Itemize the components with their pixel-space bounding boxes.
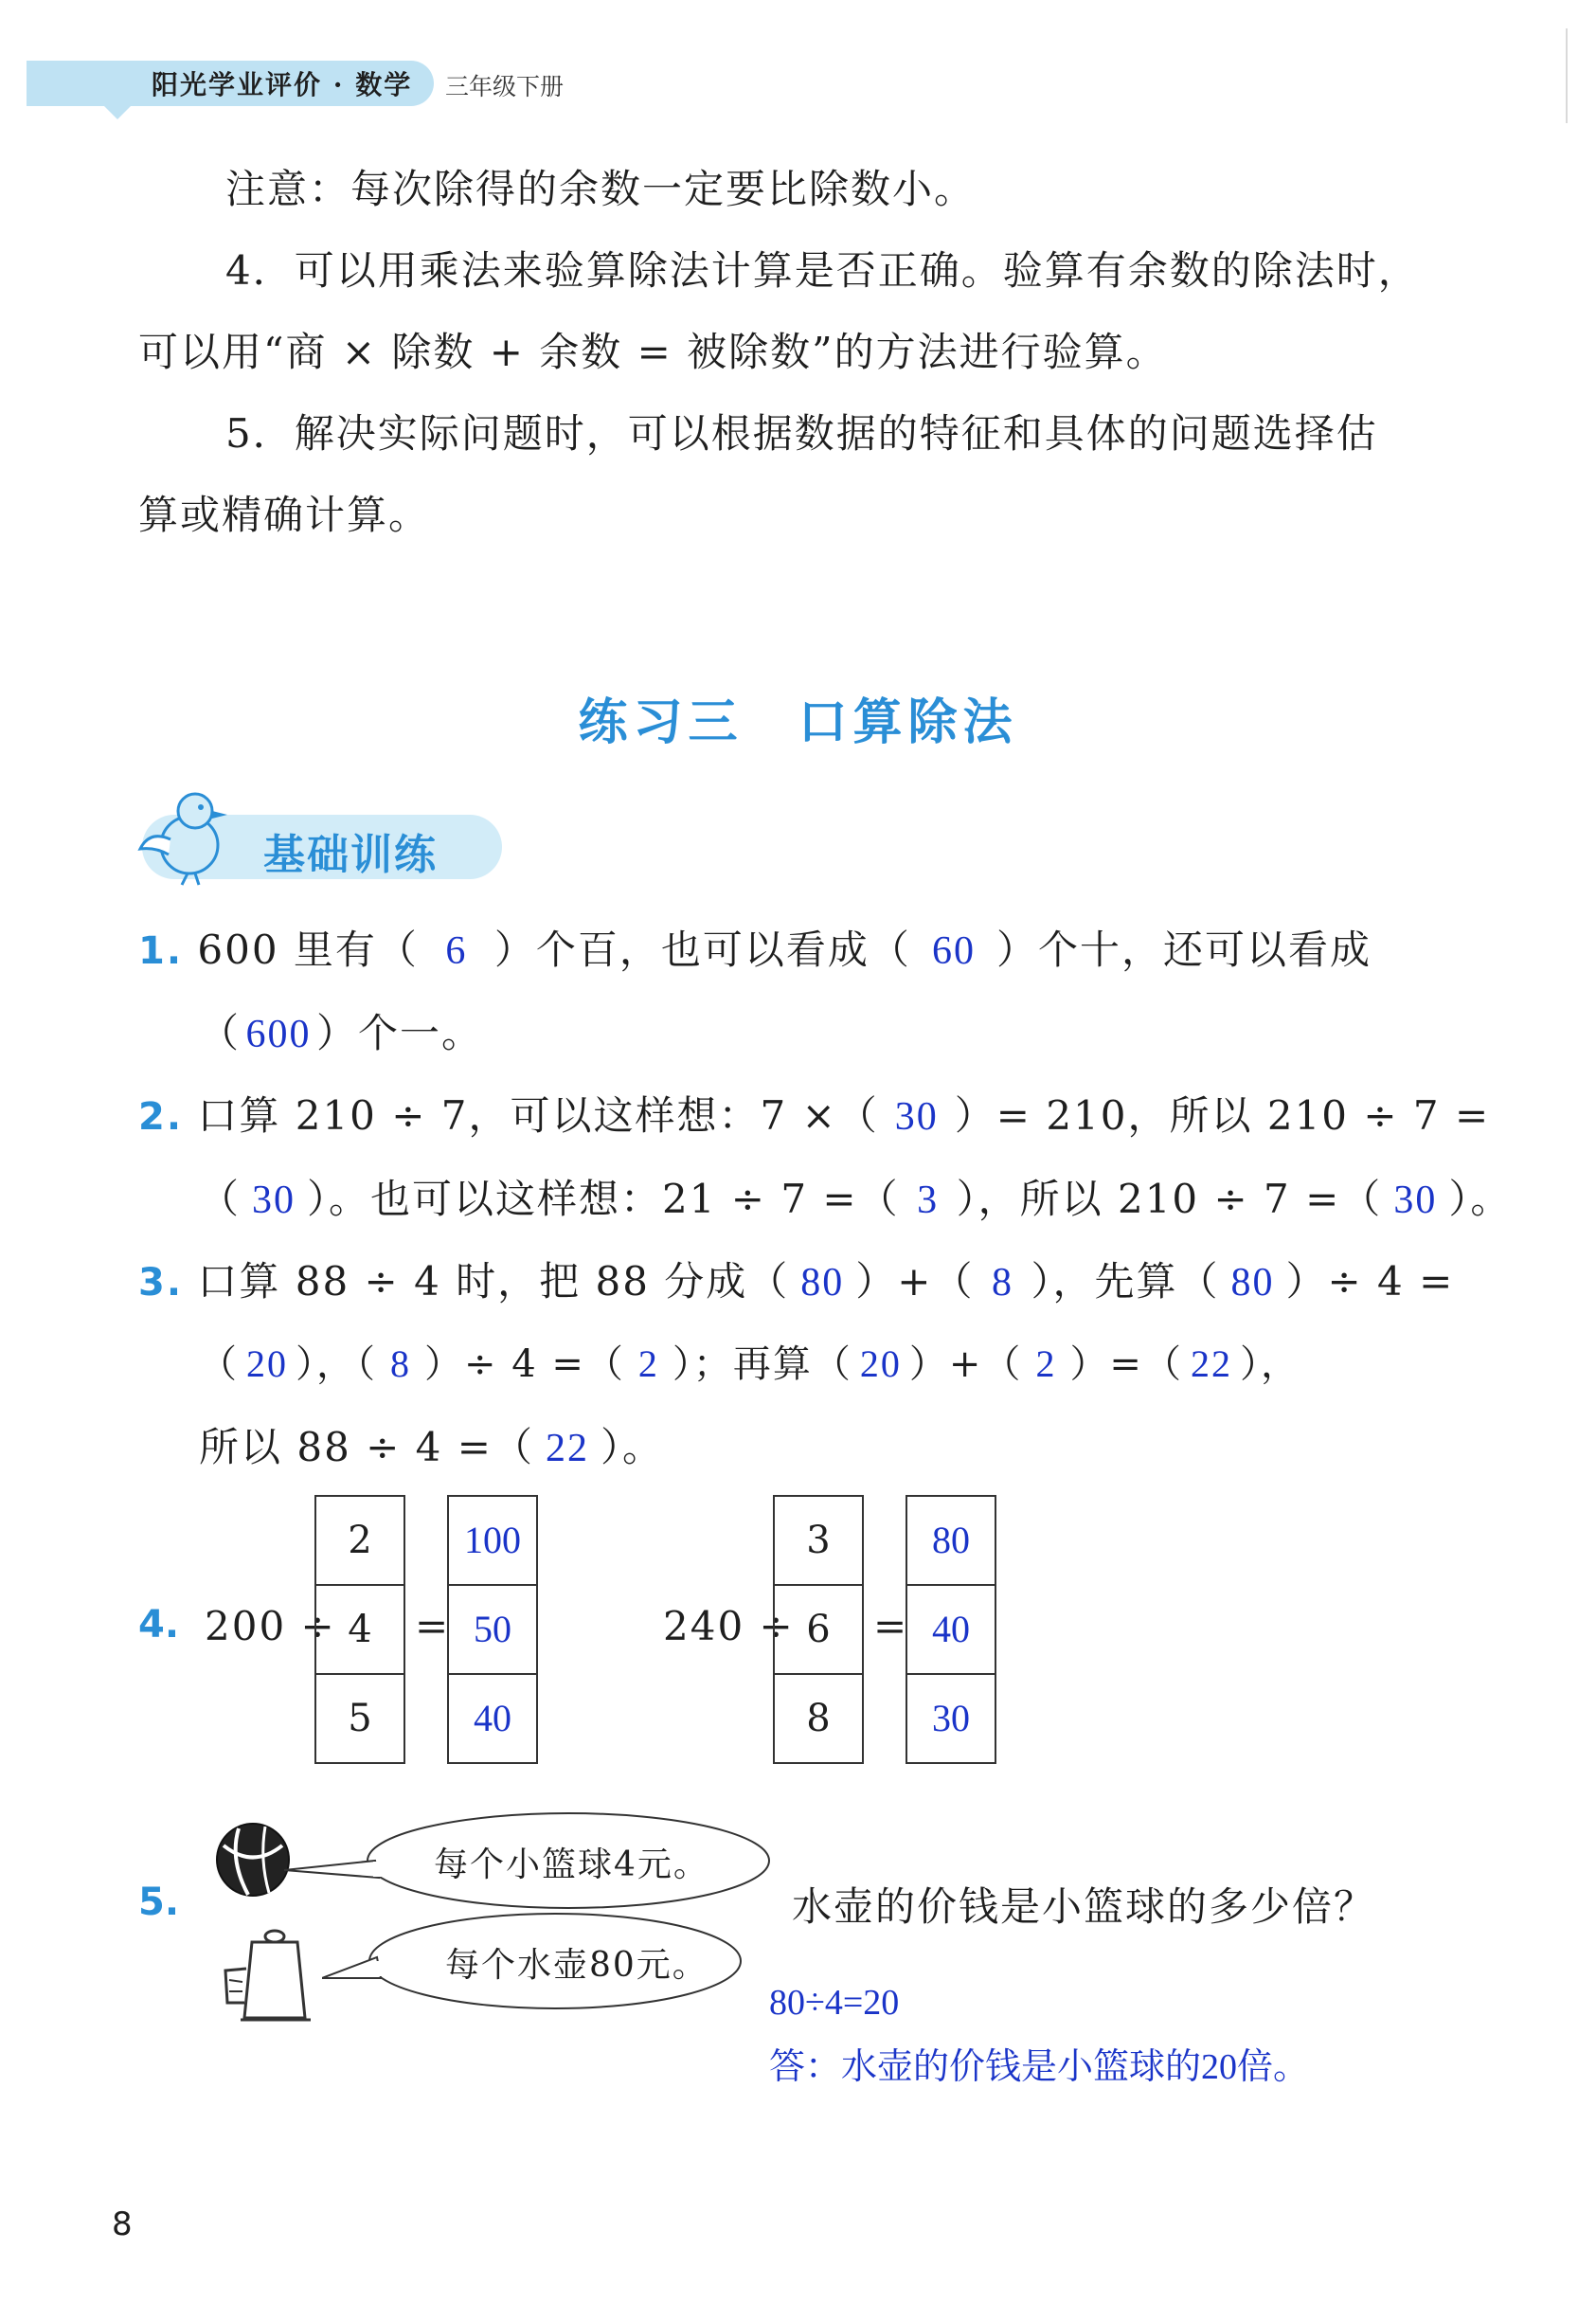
q1-text: 600 里有（ — [197, 927, 419, 973]
q4-right-equals: = — [873, 1603, 909, 1649]
q3-text: ）， — [1239, 1342, 1300, 1386]
q2-answer-2: 30 — [252, 1179, 296, 1222]
q5-number: 5. — [138, 1881, 180, 1924]
q4-right-quotient-grid — [906, 1495, 996, 1764]
q3-text: ）+（ — [855, 1258, 975, 1305]
q1-text: ）个十，还可以看成 — [995, 927, 1372, 973]
q1-answer-1: 6 — [445, 929, 468, 973]
note-line: 注意：每次除得的余数一定要比除数小。 — [225, 166, 977, 212]
q2-line2 — [199, 1168, 1512, 1225]
q2-text: （ — [199, 1176, 242, 1222]
grade-label: 三年级下册 — [445, 73, 565, 100]
q4-number: 4. — [138, 1603, 180, 1647]
q4-left-quotient-cell: 50 — [474, 1608, 511, 1650]
q4-right-divisor-cell: 6 — [806, 1608, 831, 1651]
q3-line2 — [199, 1334, 1300, 1388]
q3-text: （ — [199, 1342, 239, 1386]
q3-text: ）÷ 4 = — [1285, 1258, 1455, 1305]
q2-answer-1: 30 — [894, 1095, 939, 1139]
q4-right-divisor-cell: 3 — [806, 1519, 831, 1562]
item5-line2: 算或精确计算。 — [138, 492, 431, 538]
bird-mascot-icon — [133, 783, 246, 887]
q3-answer-4: 20 — [246, 1342, 288, 1385]
header-arrow-decoration — [104, 106, 131, 119]
q2-answer-3: 3 — [917, 1179, 940, 1222]
q2-number: 2. — [138, 1095, 184, 1139]
book-title: 阳光学业评价 · 数学 — [152, 69, 413, 100]
q3-text: ）÷ 4 =（ — [424, 1342, 625, 1386]
q3-answer-9: 22 — [1190, 1342, 1232, 1385]
q3-answer-1: 80 — [800, 1261, 845, 1305]
q2-text: ）。 — [1448, 1176, 1513, 1222]
q4-left-quotient-cell: 100 — [464, 1519, 521, 1561]
q3-answer-5: 8 — [390, 1342, 411, 1385]
q4-right-divisor-cell: 8 — [806, 1697, 831, 1740]
q2-text: ）。也可以这样想：21 ÷ 7 =（ — [307, 1176, 900, 1222]
q3-answer-8: 2 — [1035, 1342, 1057, 1385]
q2-answer-4: 30 — [1393, 1179, 1438, 1222]
kettle-icon — [220, 1923, 324, 2027]
q3-number: 3. — [138, 1261, 184, 1305]
q3-answer-6: 2 — [637, 1342, 659, 1385]
q4-right-quotient-cell: 30 — [932, 1697, 970, 1739]
q5-answer-equation: 80÷4=20 — [769, 1983, 900, 2023]
basketball-icon — [210, 1817, 296, 1902]
q1-text: ）个一。 — [316, 1010, 484, 1056]
q3-answer-7: 20 — [859, 1342, 902, 1385]
q3-answer-10: 22 — [545, 1427, 589, 1470]
q2-line1 — [138, 1085, 1490, 1142]
q3-text: ）+（ — [908, 1342, 1023, 1386]
q4-left-divisor-cell: 5 — [348, 1697, 372, 1740]
q4-right-divisor-grid — [773, 1495, 864, 1764]
q1-line2 — [199, 1002, 483, 1059]
q3-text: 口算 88 ÷ 4 时，把 88 分成（ — [197, 1258, 790, 1305]
q3-text: 所以 88 ÷ 4 =（ — [199, 1424, 534, 1470]
bubble-1-text: 每个小篮球4元。 — [434, 1845, 709, 1884]
item4-line2: 可以用“商 × 除数 + 余数 = 被除数”的方法进行验算。 — [138, 329, 1168, 375]
q3-answer-3: 80 — [1230, 1261, 1275, 1305]
page-number: 8 — [112, 2205, 133, 2243]
q3-text: ），先算（ — [1031, 1258, 1220, 1305]
q4-right-dividend: 240 ÷ — [663, 1603, 795, 1649]
q4-left-equals: = — [415, 1603, 451, 1649]
q5-answer-text: 答：水壶的价钱是小篮球的20倍。 — [769, 2047, 1310, 2087]
q1-line1 — [138, 919, 1372, 976]
q1-answer-3: 600 — [245, 1013, 312, 1056]
q2-text: 口算 210 ÷ 7，可以这样想：7 ×（ — [197, 1092, 879, 1139]
q4-right-quotient-cell: 80 — [932, 1519, 970, 1561]
q4-left-divisor-cell: 2 — [348, 1519, 372, 1562]
q1-answer-2: 60 — [931, 929, 976, 973]
q2-text: ）= 210，所以 210 ÷ 7 = — [954, 1092, 1491, 1139]
q3-answer-2: 8 — [992, 1261, 1013, 1305]
bubble-2-text: 每个水壶80元。 — [445, 1946, 708, 1985]
item5-line1: 5．解决实际问题时，可以根据数据的特征和具体的问题选择估 — [225, 410, 1378, 457]
q3-text: ）；再算（ — [672, 1342, 852, 1386]
q1-number: 1. — [138, 929, 184, 973]
q4-right-quotient-cell: 40 — [932, 1608, 970, 1650]
item4-line1: 4．可以用乘法来验算除法计算是否正确。验算有余数的除法时， — [225, 247, 1420, 294]
q4-left-dividend: 200 ÷ — [205, 1603, 336, 1649]
q3-text: ），（ — [296, 1342, 377, 1386]
q1-text: ）个百，也可以看成（ — [493, 927, 911, 973]
q3-text: ）=（ — [1069, 1342, 1183, 1386]
page-edge-rule — [1566, 28, 1568, 123]
q3-line1 — [138, 1251, 1454, 1307]
section-title: 练习三 口算除法 — [578, 694, 1018, 751]
q5-question: 水壶的价钱是小篮球的多少倍？ — [792, 1883, 1376, 1930]
q4-left-divisor-grid — [314, 1495, 405, 1764]
q4-left-divisor-cell: 4 — [348, 1608, 372, 1651]
q2-text: ），所以 210 ÷ 7 =（ — [956, 1176, 1383, 1222]
q4-left-quotient-cell: 40 — [474, 1697, 511, 1739]
q3-line3 — [199, 1416, 664, 1473]
q4-left-quotient-grid — [447, 1495, 538, 1764]
subsection-title: 基础训练 — [263, 831, 438, 879]
q1-text: （ — [199, 1010, 242, 1056]
q3-text: ）。 — [600, 1424, 664, 1470]
